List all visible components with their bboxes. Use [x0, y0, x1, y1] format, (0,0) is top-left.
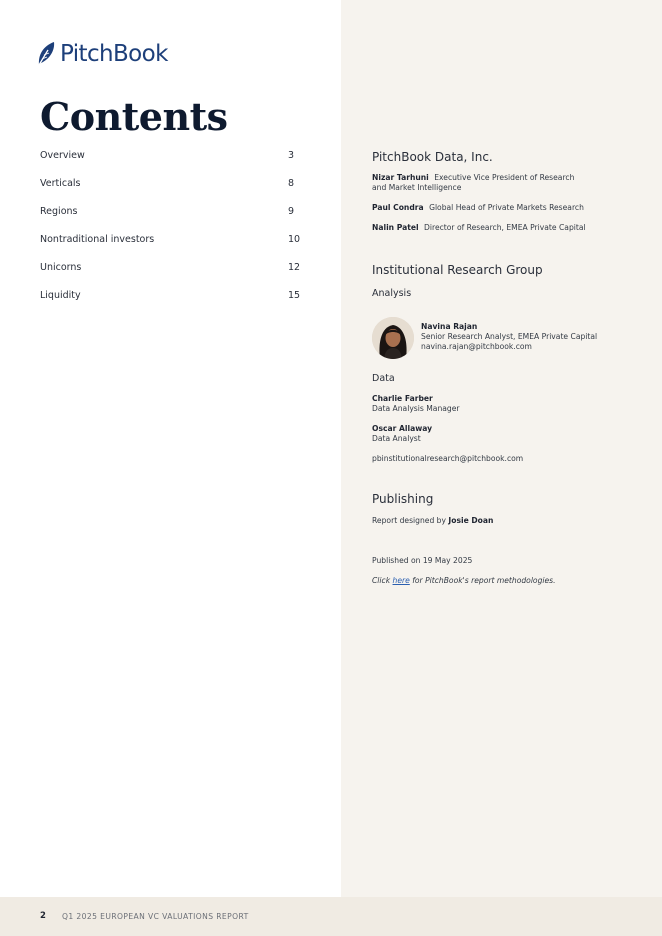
person-title: Data Analyst — [372, 434, 421, 443]
toc-item-label: Regions — [40, 206, 78, 217]
toc-item-unicorns[interactable] — [40, 262, 300, 290]
analyst-avatar — [372, 317, 414, 359]
toc-item-label: Nontraditional investors — [40, 234, 155, 245]
toc-item-liquidity[interactable] — [40, 290, 300, 318]
logo-text: PitchBook — [60, 41, 168, 67]
person-title: Global Head of Private Markets Research — [429, 203, 584, 212]
leaf-logo-icon — [35, 41, 57, 67]
pitchbook-logo — [35, 40, 168, 68]
right-panel — [341, 0, 662, 897]
person-title: Director of Research, EMEA Private Capital — [424, 223, 586, 232]
person-name: Oscar Allaway — [372, 424, 433, 433]
methodology-note — [372, 576, 642, 585]
person-name: Charlie Farber — [372, 394, 433, 403]
toc-item-page: 12 — [288, 262, 301, 273]
report-title: Q1 2025 EUROPEAN VC VALUATIONS REPORT — [62, 912, 249, 921]
publishing-heading: Publishing — [372, 492, 434, 506]
method-prefix: Click — [372, 576, 393, 585]
org-person — [372, 173, 587, 193]
analyst-email[interactable]: navina.rajan@pitchbook.com — [421, 342, 532, 351]
page-title: Contents — [40, 94, 228, 139]
page-number: 2 — [40, 911, 46, 921]
toc-item-label: Unicorns — [40, 262, 82, 273]
org-heading: PitchBook Data, Inc. — [372, 150, 493, 164]
toc-item-page: 9 — [288, 206, 295, 217]
data-heading: Data — [372, 373, 395, 384]
toc-item-label: Overview — [40, 150, 85, 161]
toc-item-regions[interactable] — [40, 206, 300, 234]
data-person — [372, 394, 642, 414]
methodology-link[interactable]: here — [392, 576, 410, 585]
contact-email[interactable]: pbinstitutionalresearch@pitchbook.com — [372, 454, 524, 463]
toc-item-verticals[interactable] — [40, 178, 300, 206]
person-title: Executive Vice President of Research and Market Intelligence — [372, 173, 575, 192]
analyst-details — [421, 322, 597, 352]
analyst-name: Navina Rajan — [421, 322, 478, 331]
analysis-heading: Analysis — [372, 288, 412, 299]
toc-item-label: Liquidity — [40, 290, 81, 301]
toc-item-page: 3 — [288, 150, 295, 161]
data-person — [372, 424, 642, 444]
org-person — [372, 203, 642, 213]
method-suffix: for PitchBook's report methodologies. — [409, 576, 556, 585]
toc-item-overview[interactable] — [40, 150, 300, 178]
person-name: Nizar Tarhuni — [372, 173, 429, 182]
analyst-title: Senior Research Analyst, EMEA Private Capital — [421, 332, 598, 341]
designer-name: Josie Doan — [448, 516, 494, 525]
person-name: Nalin Patel — [372, 223, 419, 232]
irg-heading: Institutional Research Group — [372, 263, 543, 277]
table-of-contents — [40, 150, 300, 318]
designer-prefix: Report designed by — [372, 516, 449, 525]
toc-item-label: Verticals — [40, 178, 81, 189]
person-title: Data Analysis Manager — [372, 404, 460, 413]
designer-credit — [372, 516, 642, 525]
org-person — [372, 223, 642, 233]
toc-item-page: 10 — [288, 234, 301, 245]
toc-item-nontraditional-investors[interactable] — [40, 234, 300, 262]
published-date: Published on 19 May 2025 — [372, 556, 473, 565]
person-name: Paul Condra — [372, 203, 424, 212]
toc-item-page: 8 — [288, 178, 295, 189]
toc-item-page: 15 — [288, 290, 301, 301]
